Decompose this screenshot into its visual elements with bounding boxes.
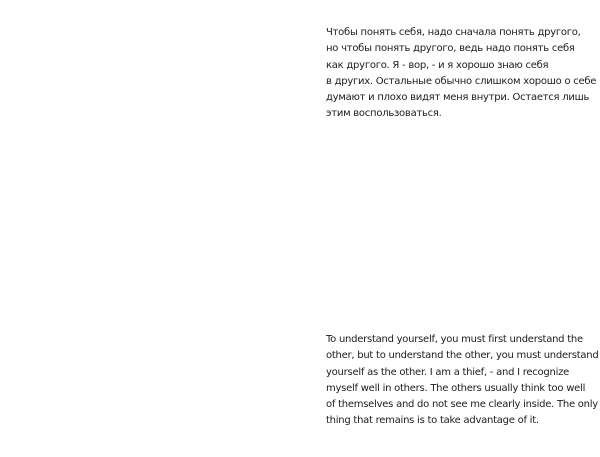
english-line: yourself as the other. I am a thief, - and I recognize (326, 366, 569, 378)
english-line: myself well in others. The others usually think too well (326, 382, 586, 394)
russian-line: как другого. Я - вор, - и я хорошо знаю себя (326, 59, 549, 71)
russian-line: в других. Остальные обычно слишком хорошо о себе (326, 75, 597, 87)
english-paragraph (326, 332, 599, 430)
english-line: of themselves and do not see me clearly inside. The only (326, 399, 598, 411)
russian-line: Чтобы понять себя, надо сначала понять другого, (326, 27, 581, 38)
russian-line: этим воспользоваться. (326, 108, 442, 120)
russian-paragraph (326, 25, 597, 123)
english-line: thing that remains is to take advantage of it. (326, 415, 539, 427)
russian-line: но чтобы понять другого, ведь надо понять себя (326, 43, 575, 55)
english-line: To understand yourself, you must first understand the (326, 334, 583, 345)
english-line: other, but to understand the other, you must understand (326, 350, 599, 362)
russian-line: думают и плохо видят меня внутри. Остается лишь (326, 92, 590, 104)
